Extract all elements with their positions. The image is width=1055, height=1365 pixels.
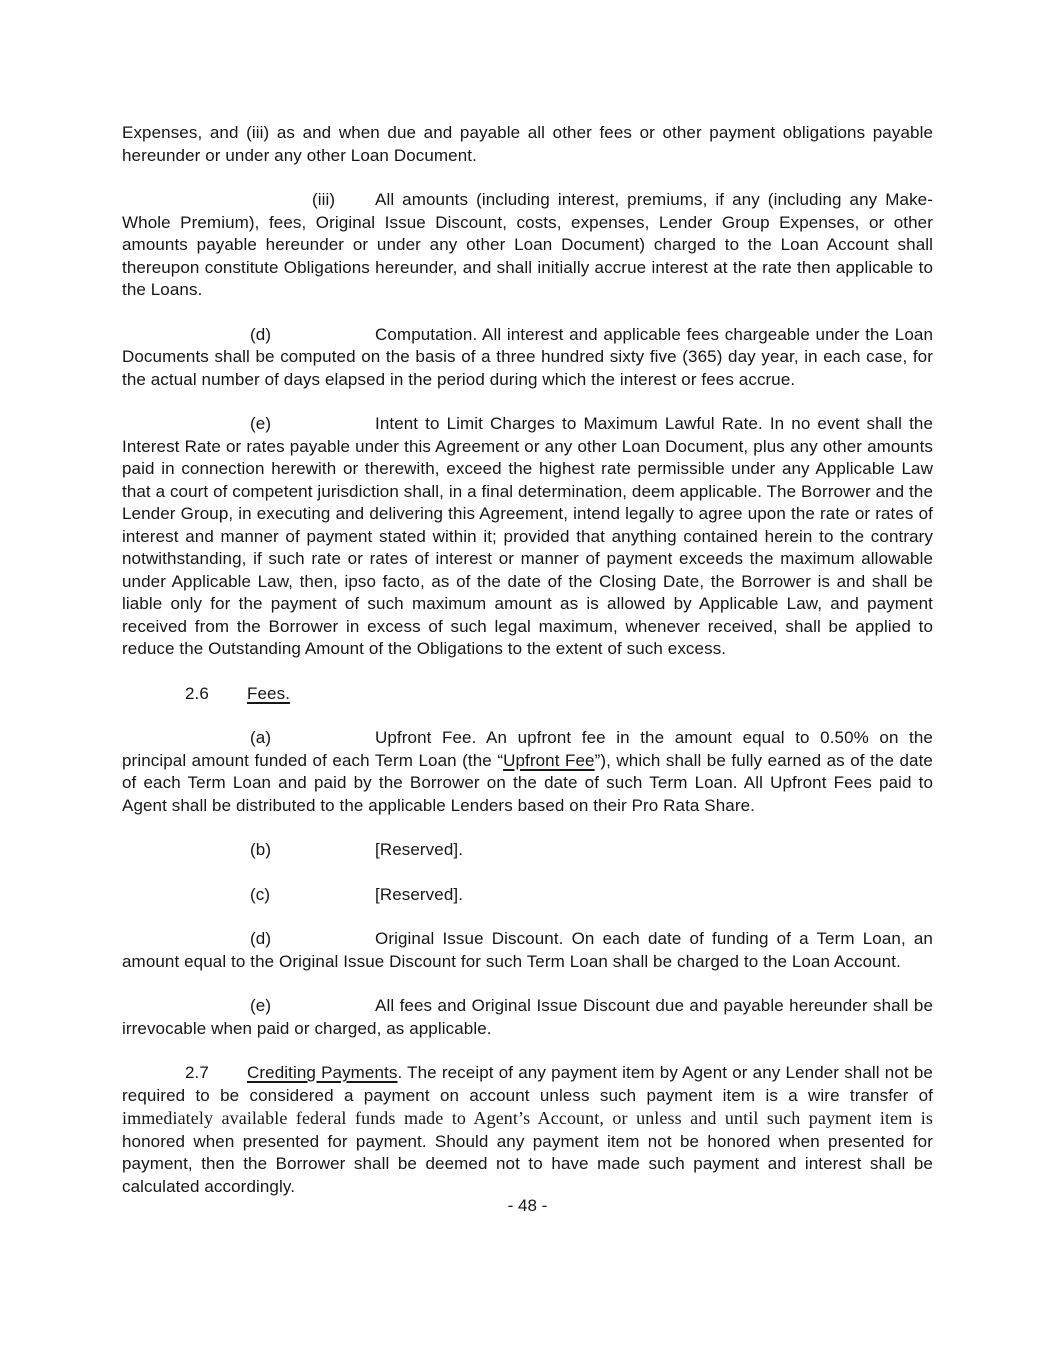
text-segment: Original Issue Discount. On each date of funding of a Term Loan, an amount equal to the Original Issue Discount for such Term Loan shall be charged to the Loan Account.: [122, 929, 933, 971]
paragraph-label: (d): [250, 929, 272, 948]
page-number: - 48 -: [507, 1196, 548, 1215]
text-segment: [Reserved].: [375, 840, 464, 859]
paragraph: [122, 413, 933, 661]
paragraph: [122, 839, 933, 862]
paragraph-label: (c): [250, 884, 271, 904]
section-heading: [122, 683, 933, 706]
paragraph: [122, 928, 933, 973]
text-segment: immediately available federal funds made to Agent’s Account, or unless and until such payment item is: [122, 1108, 933, 1128]
text-segment: Upfront Fee: [503, 750, 595, 770]
text-segment: All fees and Original Issue Discount due and payable hereunder shall be irrevocable when paid or charged, as applicable.: [122, 996, 933, 1038]
text-segment: Fees.: [247, 683, 291, 703]
text-segment: ”), which shall be fully earned as of the date of each Term Loan and paid by the Borrower on the date of such Term Loan. All Upfront Fees paid to Agent shall be distributed to the applicable Lenders based on their Pro Rata Share.: [122, 750, 933, 815]
paragraph: [122, 727, 933, 817]
text-segment: All amounts (including interest, premiums, if any (including any Make-Whole Premium), fees, Original Issue Discount, costs, expenses, Lender Group Expenses, or other amounts payable hereunder or under any other Loan Document) charged to the Loan Account shall thereupon constitute Obligations hereunder, and shall initially accrue interest at the rate then applicable to the Loans.: [122, 190, 933, 299]
text-segment: Upfront Fee. An upfront fee in the amount equal to 0.50% on the principal amount funded of each Term Loan (the “: [122, 728, 933, 770]
paragraph: [122, 122, 933, 167]
paragraph: [122, 995, 933, 1040]
paragraph-label: (e): [250, 996, 272, 1015]
paragraph-label: (d): [250, 324, 272, 344]
paragraph-label: (iii): [312, 190, 336, 209]
text-segment: . The receipt of any payment item by Agent or any Lender shall not be required to be considered a payment on account unless such payment item is a wire transfer of: [122, 1063, 933, 1105]
text-segment: Computation. All interest and applicable fees chargeable under the Loan Documents shall be computed on the basis of a three hundred sixty five (365) day year, in each case, for the actual number of days elapsed in the period during which the interest or fees accrue.: [122, 324, 933, 389]
paragraph-label: 2.6: [185, 683, 209, 703]
text-segment: honored when presented for payment. Should any payment item not be honored when presented for payment, then the Borrower shall be deemed not to have made such payment and interest shall be calculated accordingly.: [122, 1131, 933, 1196]
paragraph-label: (a): [250, 728, 272, 747]
text-segment: Intent to Limit Charges to Maximum Lawful Rate. In no event shall the Interest Rate or rates payable under this Agreement or any other Loan Document, plus any other amounts paid in connection herewith or therewith, exceed the highest rate permissible under any Applicable Law that a court of competent jurisdiction shall, in a final determination, deem applicable. The Borrower and the Lender Group, in executing and delivering this Agreement, intend legally to agree upon the rate or rates of interest and manner of payment stated within it; provided that anything contained herein to the contrary notwithstanding, if such rate or rates of interest or manner of payment exceeds the maximum allowable under Applicable Law, then, ipso facto, as of the date of the Closing Date, the Borrower is and shall be liable only for the payment of such maximum amount as is allowed by Applicable Law, and payment received from the Borrower in excess of such legal maximum, whenever received, shall be applied to reduce the Outstanding Amount of the Obligations to the extent of such excess.: [122, 414, 933, 658]
paragraph: [122, 324, 933, 392]
paragraph-label: (b): [250, 840, 272, 859]
paragraph-label: 2.7: [185, 1063, 209, 1082]
paragraph-label: (e): [250, 414, 272, 433]
paragraph: [122, 1062, 933, 1198]
text-segment: Expenses, and (iii) as and when due and payable all other fees or other payment obligations payable hereunder or under any other Loan Document.: [122, 123, 933, 165]
text-segment: Crediting Payments: [247, 1063, 398, 1082]
document-body: [122, 122, 933, 1198]
text-segment: [Reserved].: [375, 884, 464, 904]
paragraph: [122, 884, 933, 907]
paragraph: [122, 189, 933, 302]
